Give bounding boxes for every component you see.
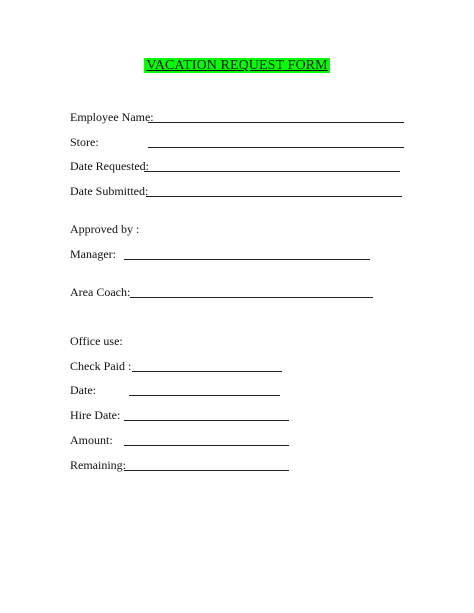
amount-field[interactable] (124, 445, 289, 446)
date-requested-row (70, 158, 410, 174)
store-label: Store: (70, 135, 99, 149)
form-title: VACATION REQUEST FORM (146, 58, 328, 73)
hire-date-label: Hire Date: (70, 408, 121, 422)
manager-label: Manager: (70, 247, 116, 261)
hire-date-row (70, 407, 295, 423)
remaining-row (70, 457, 295, 473)
date-requested-label: Date Requested: (70, 159, 149, 173)
amount-label: Amount: (70, 433, 113, 447)
date-requested-field[interactable] (144, 171, 400, 172)
date-submitted-row (70, 183, 410, 199)
check-paid-field[interactable] (132, 371, 282, 372)
store-row (70, 134, 410, 150)
employee-name-label: Employee Name: (70, 110, 154, 124)
date-label: Date: (70, 383, 96, 397)
date-row (70, 382, 290, 398)
area-coach-row (70, 284, 380, 300)
manager-field[interactable] (124, 259, 370, 260)
approved-by-heading: Approved by : (70, 222, 140, 236)
manager-row (70, 246, 380, 262)
date-submitted-label: Date Submitted: (70, 184, 149, 198)
form-title-wrap (0, 56, 474, 74)
remaining-label: Remaining: (70, 458, 126, 472)
check-paid-row (70, 358, 290, 374)
office-use-heading: Office use: (70, 334, 123, 348)
check-paid-label: Check Paid : (70, 359, 132, 373)
employee-name-row (70, 109, 410, 125)
area-coach-field[interactable] (130, 297, 373, 298)
hire-date-field[interactable] (124, 420, 289, 421)
remaining-field[interactable] (124, 470, 289, 471)
employee-name-field[interactable] (148, 122, 404, 123)
area-coach-label: Area Coach: (70, 285, 131, 299)
date-submitted-field[interactable] (146, 196, 402, 197)
store-field[interactable] (148, 147, 404, 148)
date-field[interactable] (129, 395, 280, 396)
amount-row (70, 432, 295, 448)
